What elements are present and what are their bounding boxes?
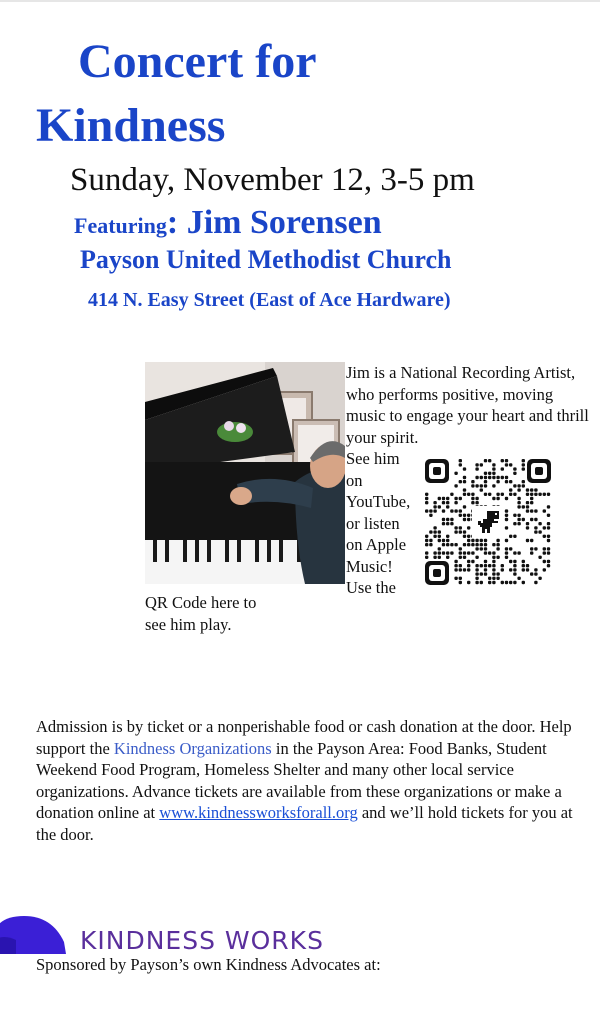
- venue-address: 414 N. Easy Street (East of Ace Hardware): [88, 289, 451, 311]
- bio-text: Jim is a National Recording Artist, who performs positive, moving music to engage your heart and thrill your spirit.: [346, 363, 589, 447]
- featuring-name: Jim Sorensen: [186, 204, 382, 241]
- kindness-works-logo-icon: [0, 914, 68, 954]
- kindness-organizations-link[interactable]: Kindness Organizations: [113, 738, 272, 758]
- admission-text-1: Admission is by ticket or a nonperishable food or cash donation at the door. Help support the: [36, 717, 572, 758]
- bio-youtube-text: See him on YouTube, or listen on Apple Music! Use the: [346, 449, 411, 597]
- performer-photo: [145, 362, 345, 584]
- featuring-label: Featuring: [74, 213, 167, 238]
- featuring-colon: :: [166, 204, 187, 241]
- dinosaur-icon: [472, 506, 504, 538]
- bio-qr-text: QR Code here to see him play.: [145, 593, 257, 634]
- featuring-line: [74, 202, 382, 250]
- admission-text-2: in the Payson Area: Food Banks, Student Weekend Food Program, Homeless Shelter and many other local service organizations. Advance tickets are available from these organizations or make a donation online at: [36, 738, 562, 822]
- sponsor-text: Sponsored by Payson’s own Kindness Advocates at:: [36, 955, 381, 974]
- venue-name: Payson United Methodist Church: [80, 245, 452, 274]
- event-date: Sunday, November 12, 3-5 pm: [70, 162, 475, 198]
- page-title-line1: Concert for: [78, 35, 317, 88]
- page-title-line2: Kindness: [36, 99, 226, 152]
- admission-paragraph: [36, 716, 576, 845]
- kindness-works-logo-text: KINDNESS WORKS: [80, 926, 324, 955]
- admission-text-3: and we’ll hold tickets for you at the door.: [36, 803, 573, 844]
- qr-code[interactable]: [425, 459, 551, 585]
- top-divider: [0, 0, 600, 2]
- website-link[interactable]: www.kindnessworksforall.org: [159, 803, 358, 822]
